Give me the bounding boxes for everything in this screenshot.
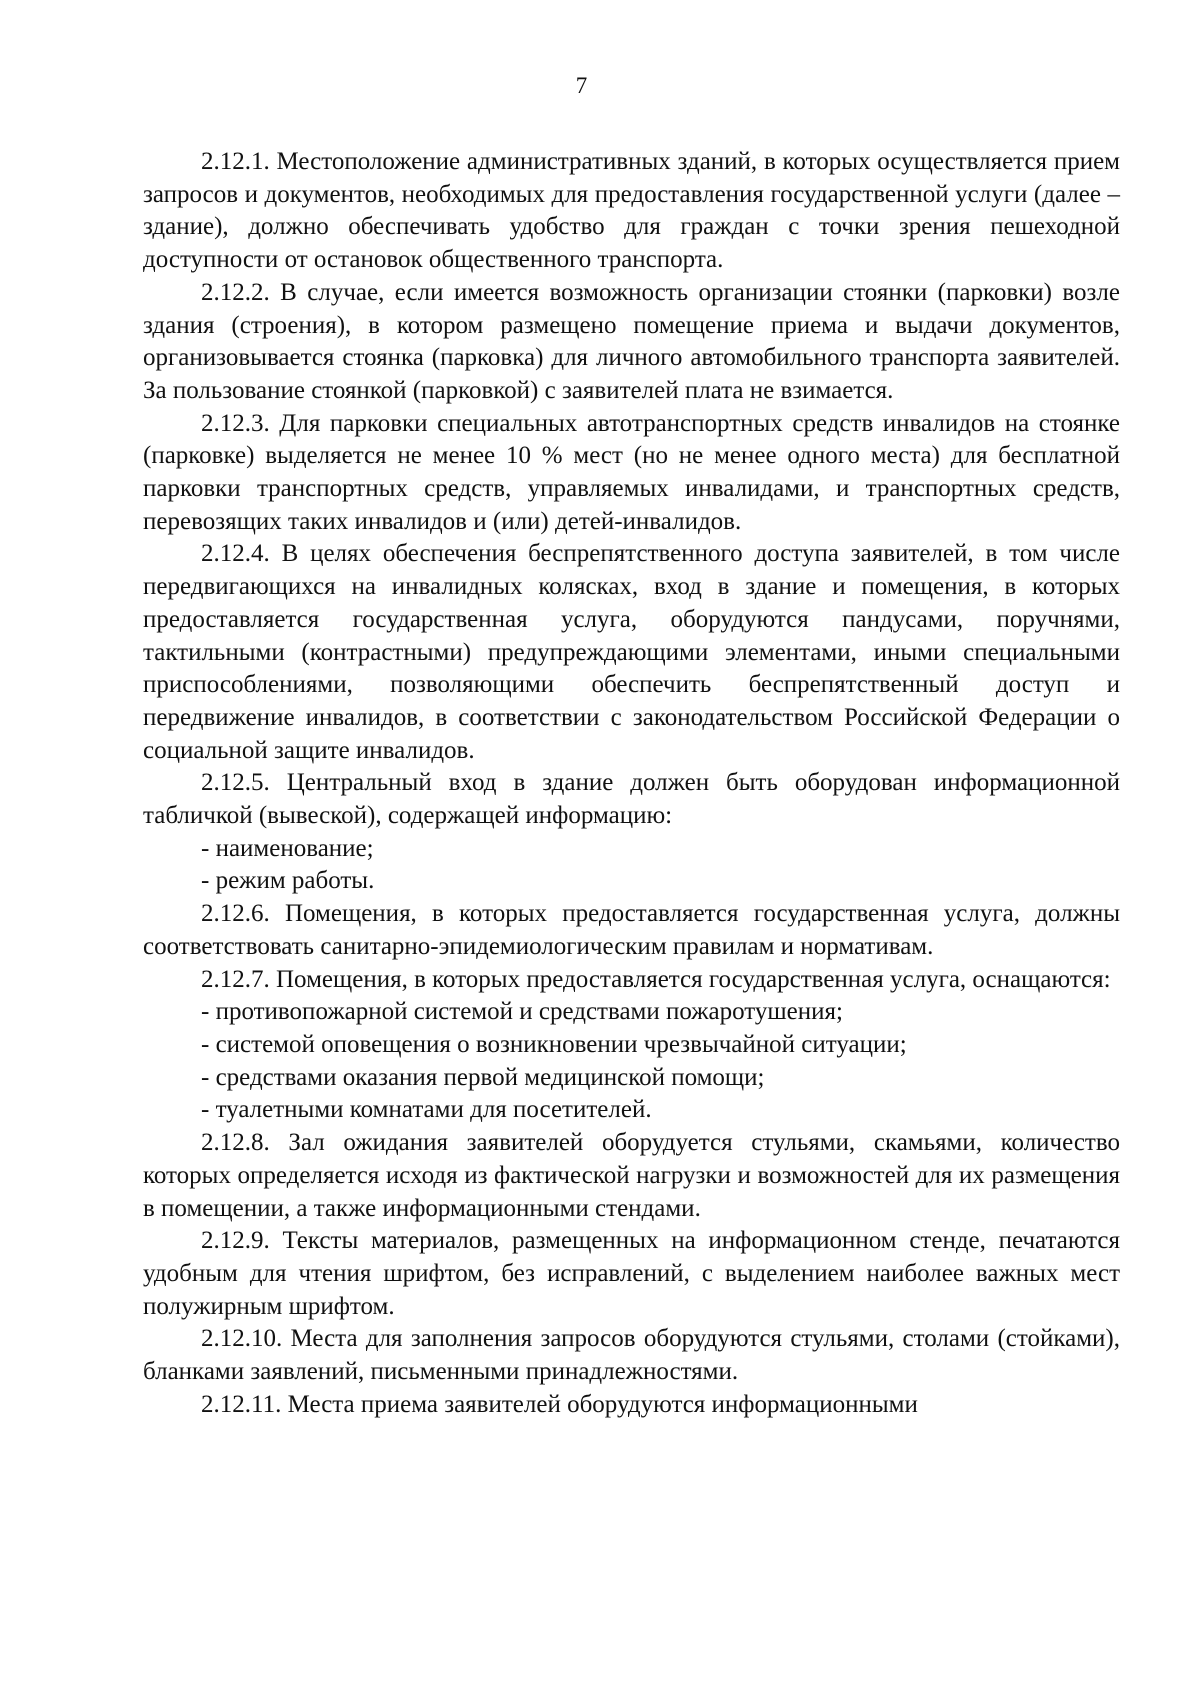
list-item: - системой оповещения о возникновении чрезвычайной ситуации; xyxy=(201,1030,907,1058)
paragraph-2-12-2: 2.12.2. В случае, если имеется возможность организации стоянки (парковки) возле здания (строения), в котором размещено помещение приема и выдачи документов, организовывается стоянка (парковка) для личного автомобильного транспорта заявителей. За пользование стоянкой (парковкой) с заявителей плата не взимается. xyxy=(143,278,1120,404)
paragraph-2-12-7: 2.12.7. Помещения, в которых предоставляется государственная услуга, оснащаются: xyxy=(201,965,1111,993)
paragraph-2-12-9: 2.12.9. Тексты материалов, размещенных на информационном стенде, печатаются удобным для чтения шрифтом, без исправлений, с выделением наиболее важных мест полужирным шрифтом. xyxy=(143,1227,1120,1320)
paragraph-2-12-11: 2.12.11. Места приема заявителей оборудуются информационными xyxy=(201,1390,918,1418)
paragraph-2-12-10: 2.12.10. Места для заполнения запросов оборудуются стульями, столами (стойками), бланками заявлений, письменными принадлежностями. xyxy=(143,1325,1120,1386)
list-item: - наименование; xyxy=(201,834,374,862)
paragraph-2-12-4: 2.12.4. В целях обеспечения беспрепятственного доступа заявителей, в том числе передвигающихся на инвалидных колясках, вход в здание и помещения, в которых предоставляется государственная услуга, оборудуются пандусами, поручнями, тактильными (контрастными) предупреждающими элементами, иными специальными приспособлениями, позволяющими обеспечить беспрепятственный доступ и передвижение инвалидов, в соответствии с законодательством Российской Федерации о социальной защите инвалидов. xyxy=(143,540,1120,764)
list-item: - режим работы. xyxy=(201,867,375,895)
list-item: - противопожарной системой и средствами пожаротушения; xyxy=(201,998,843,1026)
paragraph-2-12-1: 2.12.1. Местоположение административных зданий, в которых осуществляется прием запросов и документов, необходимых для предоставления государственной услуги (далее – здание), должно обеспечивать удобство для граждан с точки зрения пешеходной доступности от остановок общественного транспорта. xyxy=(143,148,1120,274)
document-body xyxy=(143,146,1120,1421)
paragraph-2-12-6: 2.12.6. Помещения, в которых предоставляется государственная услуга, должны соответствовать санитарно-эпидемиологическим правилам и нормативам. xyxy=(143,900,1120,960)
paragraph-2-12-3: 2.12.3. Для парковки специальных автотранспортных средств инвалидов на стоянке (парковке) выделяется не менее 10 % мест (но не менее одного места) для бесплатной парковки транспортных средств, управляемых инвалидами, и транспортных средств, перевозящих таких инвалидов и (или) детей-инвалидов. xyxy=(143,409,1120,535)
paragraph-2-12-5: 2.12.5. Центральный вход в здание должен быть оборудован информационной табличкой (вывеской), содержащей информацию: xyxy=(143,769,1120,830)
page-number: 7 xyxy=(575,73,588,98)
paragraph-2-12-8: 2.12.8. Зал ожидания заявителей оборудуется стульями, скамьями, количество которых определяется исходя из фактической нагрузки и возможностей для их размещения в помещении, а также информационными стендами. xyxy=(143,1129,1120,1222)
list-item: - туалетными комнатами для посетителей. xyxy=(201,1096,652,1124)
list-item: - средствами оказания первой медицинской помощи; xyxy=(201,1063,765,1091)
